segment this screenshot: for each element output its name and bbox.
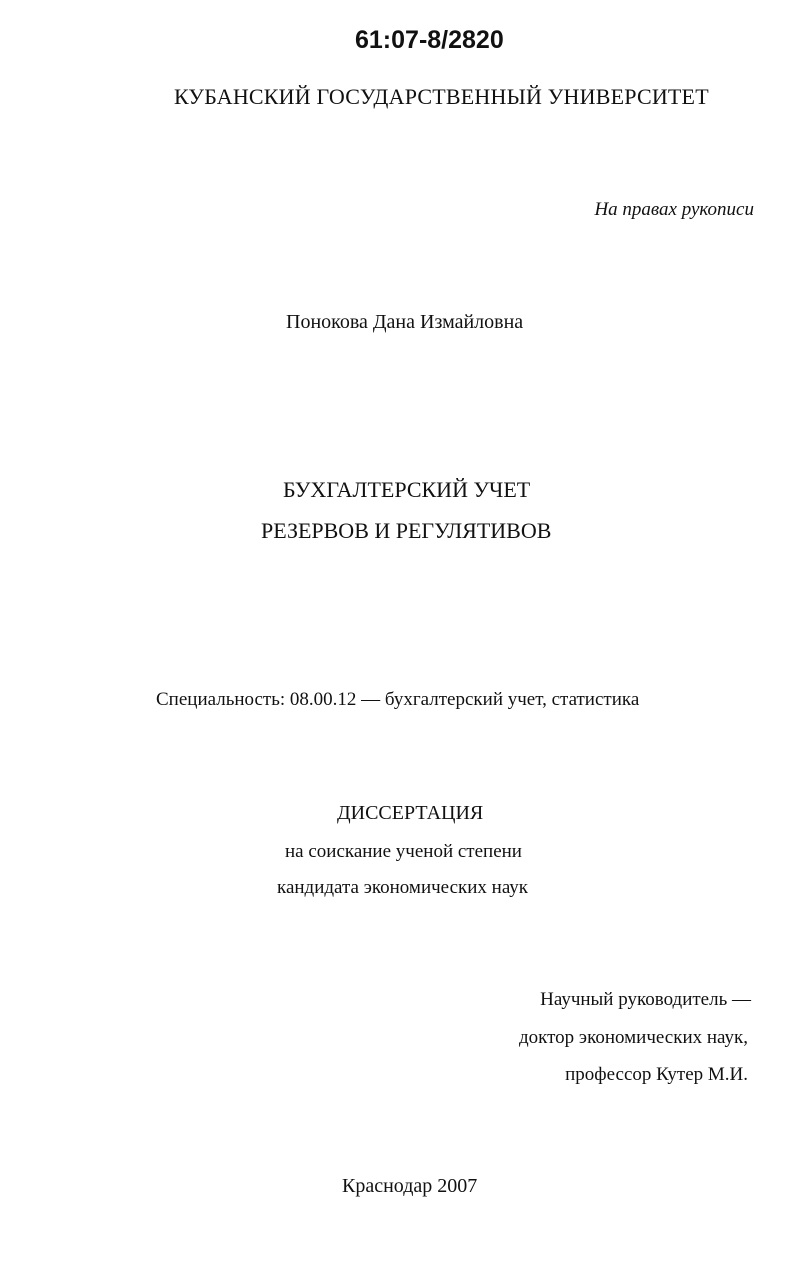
university-name: КУБАНСКИЙ ГОСУДАРСТВЕННЫЙ УНИВЕРСИТЕТ [174,84,709,109]
title-line-1: БУХГАЛТЕРСКИЙ УЧЕТ [283,477,531,502]
place-and-year: Краснодар 2007 [342,1175,478,1197]
rights-note: На правах рукописи [594,199,754,220]
degree-line-1: на соискание ученой степени [285,841,522,862]
supervisor-degree: доктор экономических наук, [518,1027,748,1048]
degree-line-2: кандидата экономических наук [277,877,529,898]
supervisor-role: Научный руководитель — [540,989,751,1010]
author-name: Понокова Дана Измайловна [286,311,524,333]
archive-stamp-number: 61:07-8/2820 [355,26,504,54]
title-line-2: РЕЗЕРВОВ И РЕГУЛЯТИВОВ [261,518,552,543]
specialty-line: Специальность: 08.00.12 — бухгалтерский учет, статистика [156,689,640,710]
work-type-heading: ДИССЕРТАЦИЯ [337,802,484,824]
supervisor-name: профессор Кутер М.И. [565,1064,748,1085]
